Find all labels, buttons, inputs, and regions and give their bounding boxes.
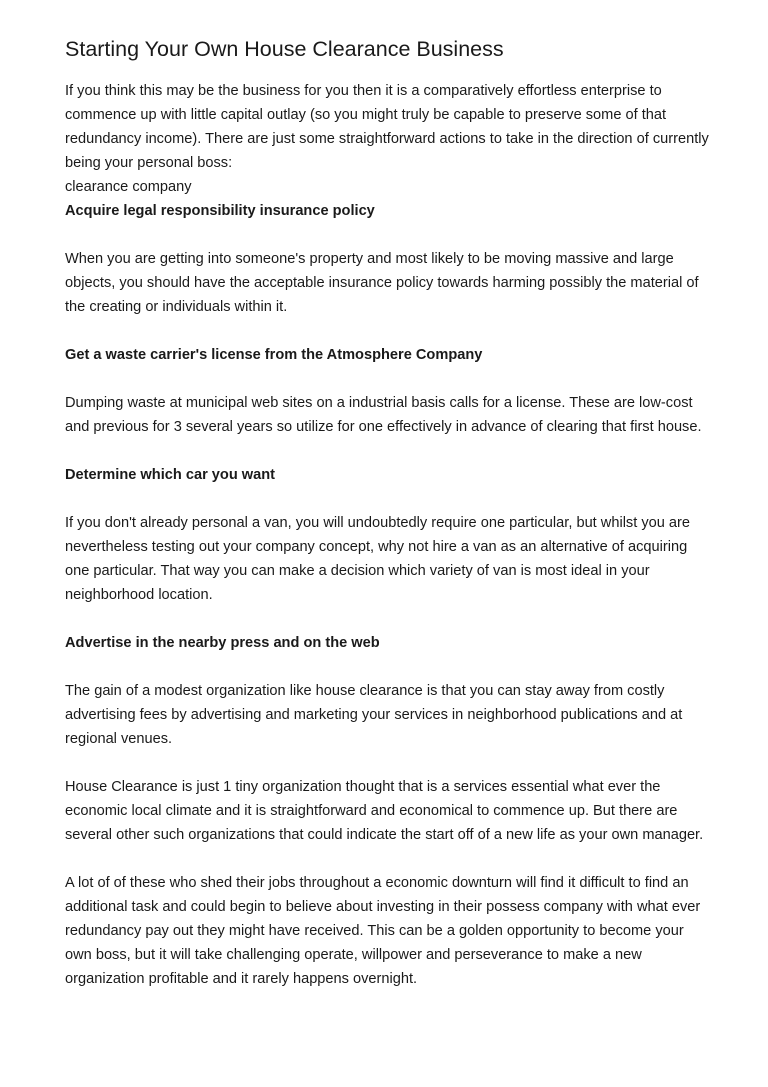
intro-paragraph: If you think this may be the business for you then it is a comparatively effortless enterprise to commence up with little capital outlay (so you might truly be capable to preserve some of that redundancy income). There are just some straightforward actions to take in the direction of currently being your personal boss: [65, 83, 709, 171]
section-body-advertise: The gain of a modest organization like house clearance is that you can stay away from costly advertising fees by advertising and marketing your services in neighborhood publications and at regional venues. [65, 683, 683, 747]
spacer [65, 367, 710, 391]
section-heading-advertise: Advertise in the nearby press and on the web [65, 635, 380, 651]
spacer [65, 655, 710, 679]
document-page [65, 34, 710, 991]
spacer [65, 223, 710, 247]
spacer [65, 319, 710, 343]
closing-paragraph-2: A lot of of these who shed their jobs throughout a economic downturn will find it difficult to find an additional task and could begin to believe about investing in their possess company with what ever redundancy pay out they might have received. This can be a golden opportunity to become your own boss, but it will take challenging operate, willpower and perseverance to make a new organization profitable and it rarely happens overnight. [65, 875, 701, 987]
spacer [65, 487, 710, 511]
section-body-license: Dumping waste at municipal web sites on a industrial basis calls for a license. These are low-cost and previous for 3 several years so utilize for one effectively in advance of clearing that first house. [65, 395, 702, 435]
spacer [65, 439, 710, 463]
section-heading-vehicle: Determine which car you want [65, 467, 276, 483]
spacer [65, 607, 710, 631]
section-heading-license: Get a waste carrier's license from the Atmosphere Company [65, 347, 483, 363]
section-heading-insurance: Acquire legal responsibility insurance policy [65, 203, 375, 219]
keyword-line: clearance company [65, 179, 192, 195]
spacer [65, 751, 710, 775]
section-body-vehicle: If you don't already personal a van, you will undoubtedly require one particular, but whilst you are nevertheless testing out your company concept, why not hire a van as an alternative of acquiring one particular. That way you can make a decision which variety of van is most ideal in your neighborhood location. [65, 515, 691, 603]
spacer [65, 847, 710, 871]
page-title: Starting Your Own House Clearance Business [65, 37, 504, 61]
section-body-insurance: When you are getting into someone's property and most likely to be moving massive and large objects, you should have the acceptable insurance policy towards harming possibly the material of the creating or individuals within it. [65, 251, 699, 315]
closing-paragraph-1: House Clearance is just 1 tiny organization thought that is a services essential what ever the economic local climate and it is straightforward and economical to commence up. But there are several other such organizations that could indicate the start off of a new life as your own manager. [65, 779, 704, 843]
